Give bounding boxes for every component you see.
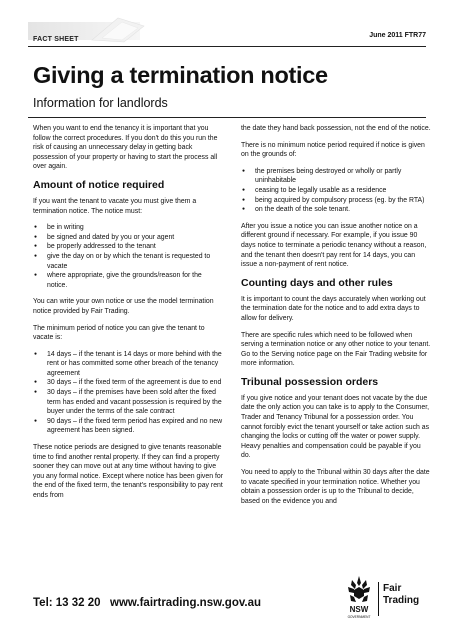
right-column (241, 124, 431, 513)
continued-paragraph: the date they hand back possession, not the end of the notice. (241, 125, 431, 132)
amount-paragraph-4: These notice periods are designed to give tenants reasonable time to find another rental property. If they can find a property sooner they can move out at any time without having to give you any formal notice. Except where notice has been given for the end of the fixed term, the tenant's responsibility to pay rent ends from (33, 444, 223, 499)
counting-paragraph-1: It is important to count the days accurately when working out the termination date for the notice and to add extra days to allow for delivery. (241, 295, 426, 322)
tribunal-paragraph-2: You need to apply to the Tribunal within 30 days after the date to vacate specified in your termination notice. Whether you obtain a possession order is up to the Tribunal to decide, based on the evidence you and (241, 469, 430, 505)
logo-trading-text: Trading (383, 595, 420, 606)
page-title: Giving a termination notice (33, 62, 328, 88)
logo-divider (378, 582, 379, 616)
left-column (33, 124, 223, 508)
list-item: ● be properly addressed to the tenant (33, 242, 223, 252)
list-item: ● 30 days – if the premises have been sold after the fixed term has ended and vacant possession is required by the buyer under the terms of the sale contract (33, 388, 223, 417)
heading-counting-days: Counting days and other rules (241, 276, 393, 289)
header-decoration (88, 14, 148, 44)
after-issue-paragraph: After you issue a notice you can issue another notice on a different ground if necessary. For example, if you issue 90 days notice to terminate a periodic tenancy without a reason, and the tenant then doesn't pay rent for 14 days, you can issue a non-payment of rent notice. (241, 222, 427, 269)
list-item: ● give the day on or by which the tenant is requested to vacate (33, 252, 223, 271)
list-item: ● 90 days – if the fixed term period has expired and no new agreement has been signed. (33, 417, 223, 436)
amount-paragraph-3: The minimum period of notice you can give the tenant to vacate is: (33, 324, 205, 342)
page-subtitle: Information for landlords (33, 96, 168, 110)
list-item: ● on the death of the sole tenant. (241, 205, 431, 215)
header-divider (28, 46, 426, 47)
heading-tribunal-orders: Tribunal possession orders (241, 375, 379, 388)
fair-trading-logo (383, 583, 419, 607)
heading-amount-of-notice: Amount of notice required (33, 178, 165, 191)
list-item: ● being acquired by compulsory process (eg. by the RTA) (241, 196, 431, 206)
logo-fair-text: Fair (383, 583, 402, 594)
footer-phone: Tel: 13 32 20 (33, 597, 101, 609)
amount-paragraph-1: If you want the tenant to vacate you must give them a termination notice. The notice must: (33, 197, 197, 215)
no-minimum-paragraph: There is no minimum notice period required if notice is given on the grounds of: (241, 141, 425, 159)
grounds-list (241, 167, 431, 215)
counting-paragraph-2: There are specific rules which need to be followed when serving a termination notice or any other notice to your tenant. Go to the Serving notice page on the Fair Trading website for more information. (241, 331, 431, 368)
logo-nsw-text: NSW (349, 605, 369, 614)
list-item: ● the premises being destroyed or wholly or partly uninhabitable (241, 167, 431, 186)
list-item: ● 30 days – if the fixed term of the agreement is due to end (33, 378, 223, 388)
title-divider (28, 117, 426, 118)
list-item: ● ceasing to be legally usable as a residence (241, 186, 431, 196)
list-item: ● where appropriate, give the grounds/reason for the notice. (33, 271, 223, 290)
amount-paragraph-2: You can write your own notice or use the model termination notice provided by Fair Trading. (33, 298, 214, 315)
notice-periods-list (33, 350, 223, 436)
intro-paragraph: When you want to end the tenancy it is important that you follow the correct procedures. If you don't do this you run the risk of causing an unnecessary delay in getting back possession of your property or having to start the process all over again. (33, 125, 218, 171)
list-item: ● 14 days – if the tenant is 14 days or more behind with the rent or has committed some other breach of the tenancy agreement (33, 350, 223, 379)
tribunal-paragraph-1: If you give notice and your tenant does not vacate by the due date the only action you can take is to apply to the Consumer, Trader and Tenancy Tribunal for a possession order. You cannot forcibly evict the tenant yourself or take action such as changing the locks or cutting off the water or power supply. Heavy penalties and compensation could be payable if you do. (241, 394, 430, 460)
nsw-waratah-logo (344, 574, 374, 622)
logo-government-text: GOVERNMENT (347, 615, 371, 619)
notice-requirements-list (33, 223, 223, 290)
list-item: ● be signed and dated by you or your agent (33, 233, 223, 243)
list-item: ● be in writing (33, 223, 223, 233)
footer-website-link[interactable]: www.fairtrading.nsw.gov.au (110, 597, 262, 609)
fact-sheet-label: FACT SHEET (33, 36, 79, 43)
issue-date-code: June 2011 FTR77 (369, 32, 426, 39)
